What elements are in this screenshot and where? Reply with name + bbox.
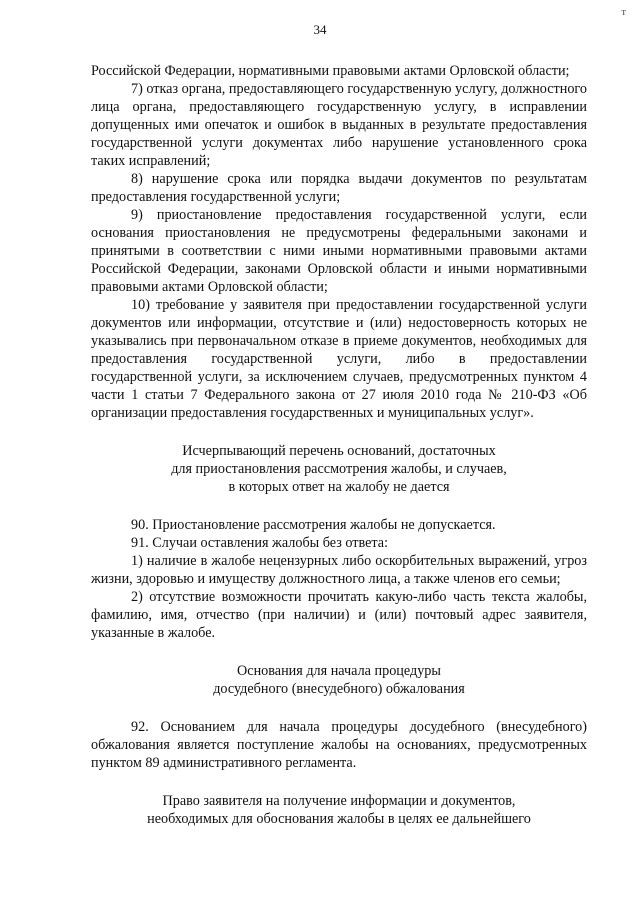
heading-line: для приостановления рассмотрения жалобы, и случаев, [171, 461, 507, 477]
paragraph-item-8: 8) нарушение срока или порядка выдачи документов по результатам предоставления государственной услуги; [91, 171, 587, 205]
paragraph-91: 91. Случаи оставления жалобы без ответа: [131, 535, 389, 551]
page-number: 34 [313, 22, 327, 37]
paragraph-91-2: 2) отсутствие возможности прочитать какую-либо часть текста жалобы, фамилию, имя, отчество (при наличии) и (или) почтовый адрес заявителя, указанные в жалобе. [91, 589, 587, 641]
paragraph-intro: Российской Федерации, нормативными правовыми актами Орловской области; [91, 63, 570, 79]
heading-line: в которых ответ на жалобу не дается [228, 479, 450, 495]
section-heading-appeal-grounds [91, 662, 587, 698]
paragraph-90: 90. Приостановление рассмотрения жалобы не допускается. [131, 517, 496, 533]
paragraph-item-7: 7) отказ органа, предоставляющего государственную услугу, должностного лица органа, предоставляющего государственную услугу, в исправлении допущенных ими опечаток и ошибок в выданных в результате предоставления государственной услуги документах либо нарушение установленного срока таких исправлений; [91, 81, 587, 169]
heading-line: досудебного (внесудебного) обжалования [213, 681, 465, 697]
spacer [91, 496, 587, 516]
spacer [91, 698, 587, 718]
section-heading-right-to-info [91, 792, 587, 828]
paragraph-91-1: 1) наличие в жалобе нецензурных либо оскорбительных выражений, угроз жизни, здоровью и имуществу должностного лица, а также членов его семьи; [91, 553, 587, 587]
document-body [91, 62, 587, 828]
spacer [91, 772, 587, 792]
spacer [91, 642, 587, 662]
paragraph-item-9: 9) приостановление предоставления государственной услуги, если основания приостановления не предусмотрены федеральными законами и принятыми в соответствии с ними иными нормативными правовыми актами Российской Федерации, законами Орловской области и иными нормативными правовыми актами Орловской области; [91, 207, 587, 295]
heading-line: Исчерпывающий перечень оснований, достаточных [182, 443, 496, 459]
corner-mark: т [621, 6, 626, 18]
paragraph-92: 92. Основанием для начала процедуры досудебного (внесудебного) обжалования является поступление жалобы на основаниях, предусмотренных пунктом 89 административного регламента. [91, 719, 587, 771]
heading-line: необходимых для обоснования жалобы в целях ее дальнейшего [147, 811, 531, 827]
heading-line: Основания для начала процедуры [237, 663, 441, 679]
paragraph-item-10: 10) требование у заявителя при предоставлении государственной услуги документов или информации, отсутствие и (или) недостоверность которых не указывались при первоначальном отказе в приеме документов, необходимых для предоставления государственной услуги, либо в предоставлении государственной услуги, за исключением случаев, предусмотренных пунктом 4 части 1 статьи 7 Федерального закона от 27 июля 2010 года № 210-ФЗ «Об организации предоставления государственных и муниципальных услуг». [91, 297, 587, 421]
heading-line: Право заявителя на получение информации и документов, [162, 793, 516, 809]
spacer [91, 422, 587, 442]
section-heading-suspension [91, 442, 587, 496]
